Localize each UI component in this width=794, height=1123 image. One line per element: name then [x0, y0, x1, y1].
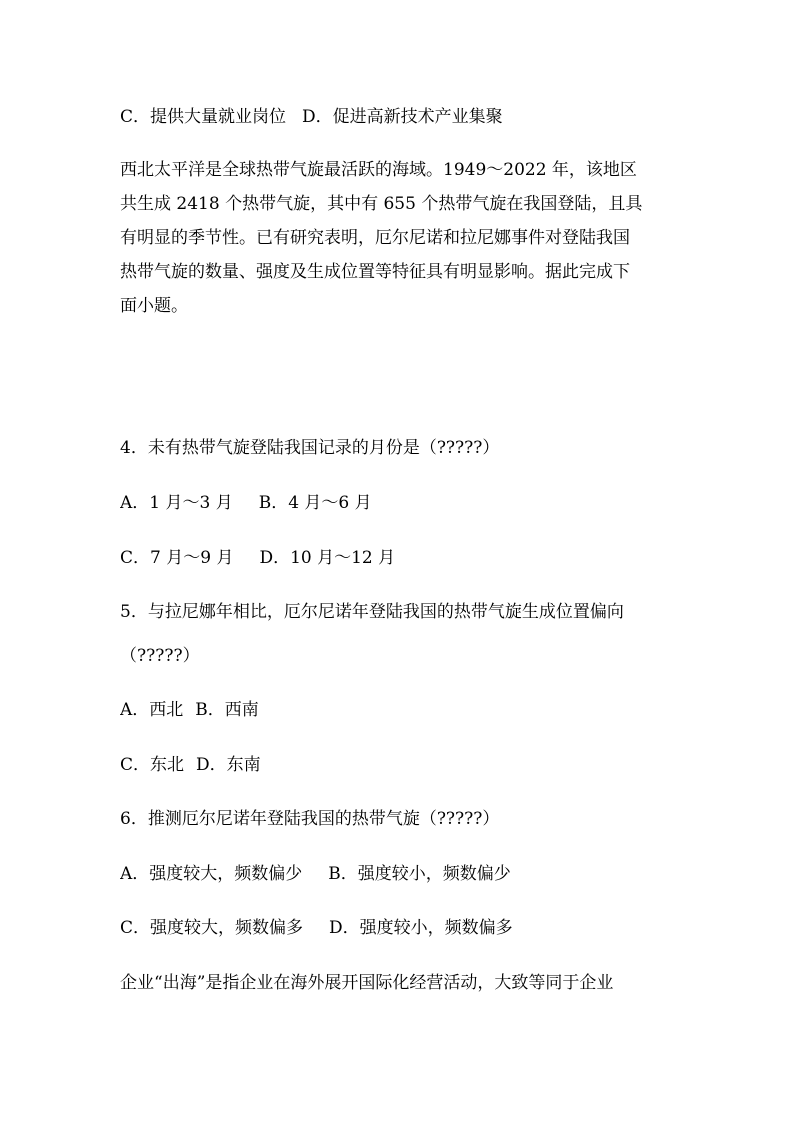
option-c: C．强度较大，频数偏多	[120, 918, 304, 938]
option-c: C．东北	[120, 755, 185, 775]
option-c: C．提供大量就业岗位	[120, 107, 287, 127]
option-a: A．1 月～3 月	[120, 493, 233, 513]
option-c: C．7 月～9 月	[120, 548, 234, 568]
question-5-options-cd	[120, 754, 680, 776]
option-b: B．西南	[195, 700, 259, 720]
question-6-stem: 6．推测厄尔尼诺年登陆我国的热带气旋（?????）	[120, 809, 500, 829]
passage-line-5: 面小题。	[120, 296, 188, 316]
option-a: A．西北	[120, 700, 184, 720]
option-a: A．强度较大，频数偏少	[120, 864, 303, 884]
q3-options-cd	[120, 106, 680, 128]
passage-tropical-cyclone	[120, 153, 680, 323]
question-6-options-cd	[120, 917, 680, 939]
question-6-options-ab	[120, 863, 680, 885]
question-4-options-ab	[120, 492, 680, 514]
option-b: B．强度较小，频数偏少	[328, 864, 511, 884]
option-d: D．东南	[196, 755, 261, 775]
option-b: B．4 月～6 月	[258, 493, 372, 513]
passage-line-1: 西北太平洋是全球热带气旋最活跃的海域。1949～2022 年，该地区	[120, 160, 637, 180]
option-d: D．促进高新技术产业集聚	[302, 107, 503, 127]
passage-line-3: 有明显的季节性。已有研究表明，厄尔尼诺和拉尼娜事件对登陆我国	[120, 228, 630, 248]
question-4-options-cd	[120, 547, 680, 569]
question-4-stem: 4．未有热带气旋登陆我国记录的月份是（?????）	[120, 438, 500, 458]
passage-line-2: 共生成 2418 个热带气旋，其中有 655 个热带气旋在我国登陆，且具	[120, 194, 643, 214]
question-5-stem-line-1: 5．与拉尼娜年相比，厄尔尼诺年登陆我国的热带气旋生成位置偏向	[120, 602, 624, 622]
question-5-options-ab	[120, 699, 680, 721]
passage-line-4: 热带气旋的数量、强度及生成位置等特征具有明显影响。据此完成下	[120, 262, 630, 282]
question-5-stem-line-2: （?????）	[120, 646, 200, 666]
option-d: D．10 月～12 月	[259, 548, 396, 568]
option-d: D．强度较小，频数偏多	[329, 918, 513, 938]
passage-overseas-enterprise: 企业“出海”是指企业在海外展开国际化经营活动，大致等同于企业	[120, 973, 614, 993]
